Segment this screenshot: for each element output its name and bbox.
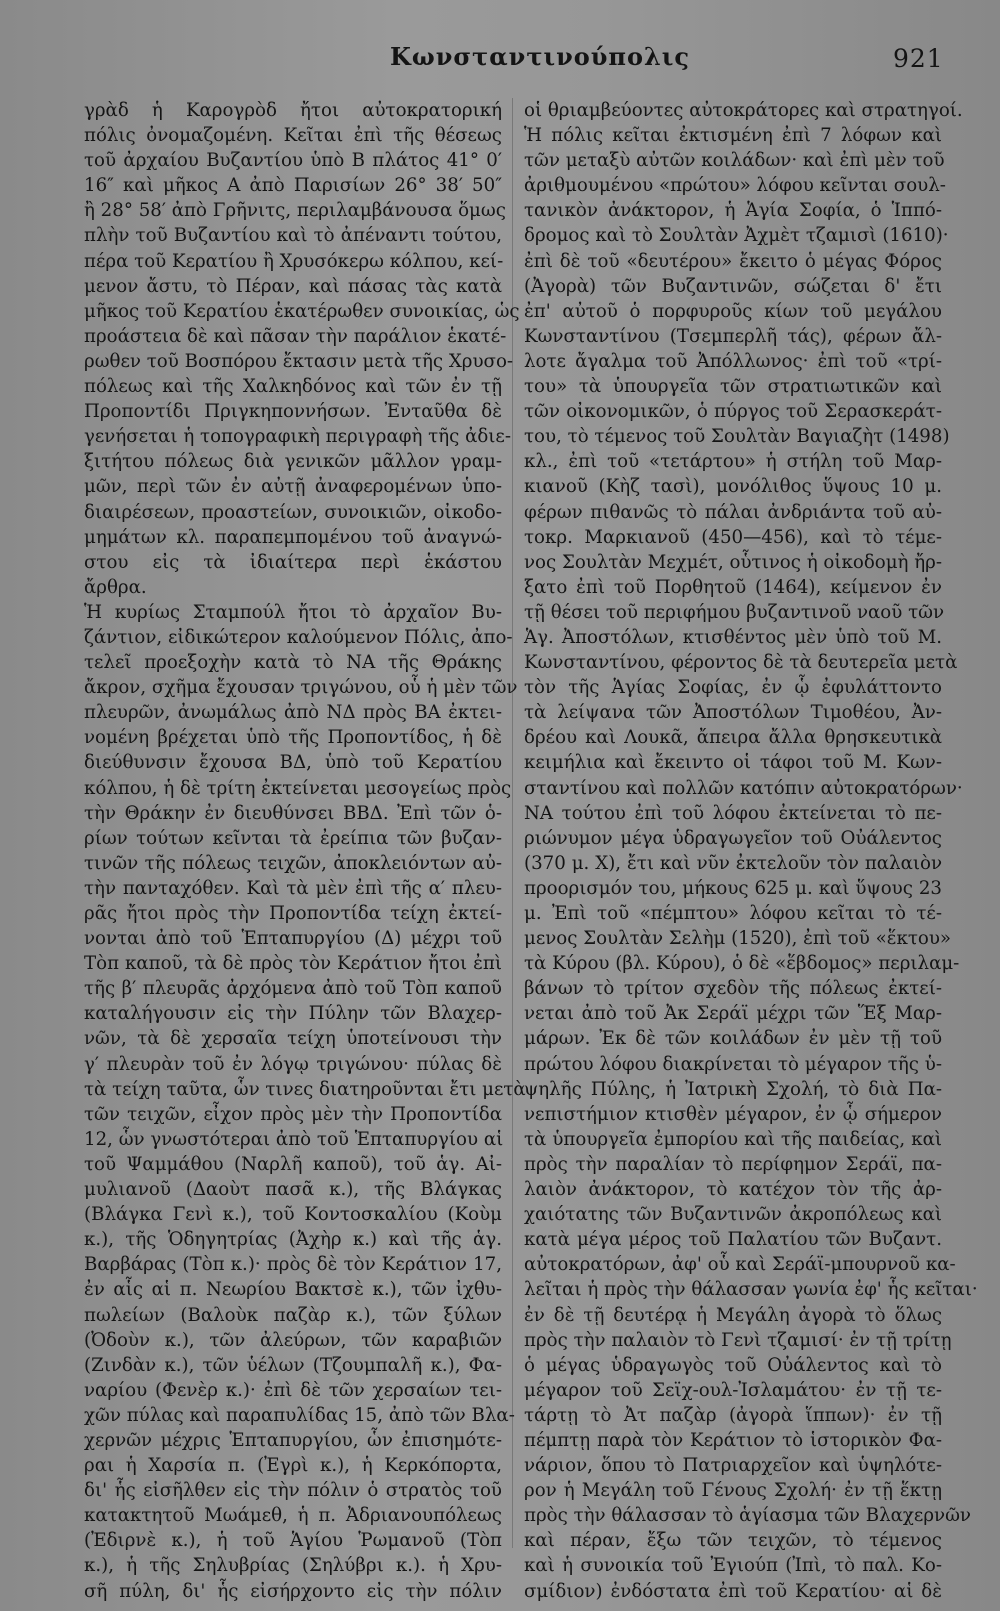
text-line: τὰ Κύρου (βλ. Κύρου), ὁ δὲ «ἕβδομος» περιλαμ- [524, 953, 960, 975]
text-line: ἐν αἷς αἱ π. Νεωρίου Βακτσὲ κ.), τῶν ἰχθυ- [84, 1279, 502, 1301]
text-line: ρίων τούτων κεῖνται τὰ ἐρείπια τῶν βυζαν- [84, 827, 502, 849]
text-line: κ.), ἡ τῆς Σηλυβρίας (Σηλύβρι κ.). ἡ Χρυ- [84, 1555, 502, 1577]
text-line: (Ἀγορὰ) τῶν Βυζαντινῶν, σώζεται δ' ἔτι [524, 275, 942, 297]
right-column [524, 98, 978, 1602]
text-line: νομένη βρέχεται ὑπὸ τῆς Προποντίδος, ἡ δὲ [84, 727, 502, 749]
text-line: φέρων πιθανῶς τὸ πάλαι ἀνδριάντα τοῦ αὐ- [524, 501, 942, 523]
text-line: κόλπου, ἡ δὲ τρίτη ἐκτείνεται μεσογείως πρὸς [84, 777, 512, 799]
text-line: τῶν μεταξὺ αὐτῶν κοιλάδων· καὶ ἐπὶ μὲν τοῦ [524, 150, 945, 172]
text-line: πλευρῶν, ἀνωμάλως ἀπὸ ΝΔ πρὸς ΒΑ ἐκτει- [84, 702, 502, 724]
text-line: ψηλῆς Πύλης, ἡ Ἰατρικὴ Σχολή, τὸ διὰ Πα- [524, 1078, 942, 1100]
text-line: μῆκος τοῦ Κερατίου ἑκατέρωθεν συνοικίας, ὡς [84, 300, 520, 322]
text-line: τῆς β′ πλευρᾶς ἀρχόμενα ἀπὸ τοῦ Τὸπ καποῦ [84, 978, 502, 1000]
text-line: πλὴν τοῦ Βυζαντίου καὶ τὸ ἀπέναντι τούτου, [84, 225, 502, 247]
text-line: Κωνσταντίνου, φέροντος δὲ τὰ δευτερεῖα μετὰ [524, 652, 958, 674]
text-line: κατακτητοῦ Μωάμεθ, ἡ π. Ἀδριανουπόλεως [84, 1505, 502, 1527]
text-line: τὰ λείψανα τῶν Ἀποστόλων Τιμοθέου, Ἀν- [524, 702, 942, 724]
text-line: πρώτου λόφου διακρίνεται τὸ μέγαρον τῆς ὑ- [524, 1053, 942, 1075]
text-line: κ.), τῆς Ὁδηγητρίας (Ἀχὴρ κ.) καὶ τῆς ἁγ. [84, 1229, 502, 1251]
text-line: τῶν τειχῶν, εἶχον πρὸς μὲν τὴν Προποντίδα [84, 1103, 502, 1125]
text-line: πέμπτῃ παρὰ τὸν Κεράτιον τὸ ἱστορικὸν Φα- [524, 1429, 942, 1451]
text-line: ἐπὶ δὲ τοῦ «δευτέρου» ἔκειτο ὁ μέγας Φόρος [524, 250, 942, 272]
text-line: καταλήγουσιν εἰς τὴν Πύλην τῶν Βλαχερ- [84, 1003, 502, 1025]
text-line: καὶ ἡ συνοικία τοῦ Ἐγιούπ (Ἰπὶ, τὸ παλ. Κο- [524, 1555, 942, 1577]
text-line: Κωνσταντίνου (Τσεμπερλῆ τάς), φέρων ἄλ- [524, 325, 942, 347]
text-line: (Βλάγκα Γενὶ κ.), τοῦ Κοντοσκαλίου (Κοὺμ [84, 1204, 502, 1226]
text-line: νονται ἀπὸ τοῦ Ἑπταπυργίου (Δ) μέχρι τοῦ [84, 928, 502, 950]
text-line: του» τὰ ὑπουργεῖα τῶν στρατιωτικῶν καὶ [524, 376, 942, 398]
text-line: γρὰδ ἡ Καρογρὸδ ἤτοι αὐτοκρατορική [84, 100, 502, 121]
text-line: κατὰ μέγα μέρος τοῦ Παλατίου τῶν Βυζαντ. [524, 1229, 942, 1251]
text-line: ξατο ἐπὶ τοῦ Πορθητοῦ (1464), κείμενον ἐν [524, 576, 942, 598]
text-line: οἱ θριαμβεύοντες αὐτοκράτορες καὶ στρατηγοί. [524, 100, 963, 121]
text-line: ρωθεν τοῦ Βοσπόρου ἔκτασιν μετὰ τῆς Χρυσο- [84, 350, 514, 372]
text-line: τελεῖ προεξοχὴν κατὰ τὸ ΝΑ τῆς Θράκης [84, 652, 502, 674]
text-line: δι' ἧς εἰσῆλθεν εἰς τὴν πόλιν ὁ στρατὸς τοῦ [84, 1480, 502, 1502]
text-line: ρᾶς ἤτοι πρὸς τὴν Προποντίδα τείχη ἐκτεί- [84, 903, 502, 924]
text-line: ὁ μέγας ὑδραγωγὸς τοῦ Οὐάλεντος καὶ τὸ [524, 1354, 942, 1376]
text-line: Ἁγ. Ἀποστόλων, κτισθέντος μὲν ὑπὸ τοῦ Μ. [524, 626, 942, 648]
text-line: νεται ἀπὸ τοῦ Ἀκ Σεράϊ μέχρι τῶν Ἕξ Μαρ- [524, 1003, 942, 1025]
text-line: γενήσεται ἡ τοπογραφικὴ περιγραφὴ τῆς ἀδιε- [84, 426, 511, 448]
page-header [0, 42, 1000, 82]
text-line: νάριον, ὅπου τὸ Πατριαρχεῖον καὶ ὑψηλότε- [524, 1455, 942, 1477]
text-line: τοῦ Ψαμμάθου (Ναρλῆ καποῦ), τοῦ ἁγ. Αἰ- [84, 1153, 502, 1175]
text-line: τανικὸν ἀνάκτορον, ἡ Ἁγία Σοφία, ὁ Ἱππό- [524, 200, 942, 222]
text-line: ραι ἡ Χαρσία π. (Ἐγρὶ κ.), ἡ Κερκόπορτα, [84, 1455, 502, 1477]
text-line: καὶ πέραν, ἔξω τῶν τειχῶν, τὸ τέμενος [524, 1530, 942, 1552]
text-line: ἐν δὲ τῇ δευτέρᾳ ἡ Μεγάλη ἀγορὰ τὸ ὅλως [524, 1304, 942, 1326]
left-column [84, 98, 526, 1602]
text-line: γ′ πλευρὰν τοῦ ἐν λόγῳ τριγώνου· πύλας δὲ [84, 1053, 502, 1075]
page-number: 921 [893, 44, 944, 73]
text-line: πρὸς τὴν θάλασσαν τὸ ἁγίασμα τῶν Βλαχερνῶν [524, 1505, 971, 1527]
text-line: Βαρβάρας (Τὸπ κ.)· πρὸς δὲ τὸν Κεράτιον 17, [84, 1254, 502, 1276]
text-line: (Ἐδιρνὲ κ.), ἡ τοῦ Ἁγίου Ῥωμανοῦ (Τὸπ [84, 1530, 502, 1552]
text-line: κειμήλια καὶ ἔκειντο οἱ τάφοι τοῦ Μ. Κων- [524, 752, 942, 774]
text-line: μυλιανοῦ (Δαοὺτ πασᾶ κ.), τῆς Βλάγκας [84, 1179, 502, 1201]
text-line: τοῦ ἀρχαίου Βυζαντίου ὑπὸ Β πλάτος 41° 0′ [84, 150, 502, 172]
text-line: (Ὀδοὺν κ.), τῶν ἀλεύρων, τῶν καραβιῶν [84, 1329, 502, 1351]
text-line: πρὸς τὴν παλαιὸν τὸ Γενὶ τζαμισί· ἐν τῇ τρίτῃ [524, 1329, 952, 1351]
text-line: λαιὸν ἀνάκτορον, τὸ κατέχον τὸν τῆς ἀρ- [524, 1179, 942, 1201]
text-line: (370 μ. Χ), ἔτι καὶ νῦν ἐκτελοῦν τὸν παλαιὸν [524, 852, 942, 874]
text-line: ἢ 28° 58′ ἀπὸ Γρῆνιτς, περιλαμβάνουσα ὅμως [84, 200, 506, 222]
text-line: αὐτοκρατόρων, ἀφ' οὗ καὶ Σεράϊ-μπουρνοῦ κα- [524, 1254, 956, 1276]
text-line: μάρων. Ἐκ δὲ τῶν κοιλάδων ἐν μὲν τῇ τοῦ [524, 1028, 942, 1050]
text-line: τινῶν τῆς πόλεως τειχῶν, ἀποκλειόντων αὐ- [84, 852, 502, 874]
text-line: μῶν, περὶ τῶν ἐν αὐτῇ ἀναφερομένων ὑπο- [84, 476, 502, 498]
text-line: χαιότατης τῶν Βυζαντινῶν ἀκροπόλεως καὶ [524, 1204, 942, 1226]
text-line: ΝΑ τούτου ἐπὶ τοῦ λόφου ἐκτείνεται τὸ πε- [524, 802, 942, 824]
text-line: ἄρθρα. [84, 576, 147, 598]
text-line: ἄκρον, σχῆμα ἔχουσαν τριγώνου, οὗ ἡ μὲν τῶν [84, 677, 518, 699]
text-line: του, τὸ τέμενος τοῦ Σουλτὰν Βαγιαζὴτ (1498) [524, 426, 950, 448]
text-line: λεῖται ἡ πρὸς τὴν θάλασσαν γωνία ἐφ' ἧς κεῖται· [524, 1279, 978, 1301]
text-line: νος Σουλτὰν Μεχμέτ, οὗτινος ἡ οἰκοδομὴ ἤρ- [524, 551, 942, 573]
text-line: δρομος καὶ τὸ Σουλτὰν Ἀχμὲτ τζαμισὶ (1610)· [524, 225, 949, 247]
text-line: πέρα τοῦ Κερατίου ἢ Χρυσόκερω κόλπου, κεί- [84, 250, 504, 272]
text-line: δρέου καὶ Λουκᾶ, ἄπειρα ἄλλα θρησκευτικὰ [524, 727, 942, 749]
text-line: κιανοῦ (Κὴζ τασὶ), μονόλιθος ὕψους 10 μ. [524, 476, 942, 498]
text-line: τὴν Θράκην ἐν διευθύνσει ΒΒΔ. Ἐπὶ τῶν ὁ- [84, 802, 502, 824]
text-line: τῇ θέσει τοῦ περιφήμου βυζαντινοῦ ναοῦ τῶν [524, 601, 945, 623]
running-title: Κωνσταντινούπολις [390, 42, 691, 71]
text-line: 12, ὧν γνωστότεραι ἀπὸ τοῦ Ἑπταπυργίου αἱ [84, 1128, 504, 1150]
text-line: νῶν, τὰ δὲ χερσαῖα τείχη ὑποτείνουσι τὴν [84, 1028, 502, 1050]
text-line: πρὸς τὴν παραλίαν τὸ περίφημον Σεράϊ, πα- [524, 1153, 942, 1175]
text-line: ἀριθμουμένου «πρώτου» λόφου κεῖνται σουλ- [524, 175, 946, 197]
text-line: Προποντίδι Πριγκηποννήσων. Ἐνταῦθα δὲ [84, 401, 502, 423]
text-line: πωλείων (Βαλοὺκ παζὰρ κ.), τῶν ξύλων [84, 1304, 502, 1326]
text-line: μενον ἄστυ, τὸ Πέραν, καὶ πάσας τὰς κατὰ [84, 275, 502, 297]
text-line: λοτε ἄγαλμα τοῦ Ἀπόλλωνος· ἐπὶ τοῦ «τρί- [524, 350, 942, 372]
text-line: προάστεια δὲ καὶ πᾶσαν τὴν παράλιον ἑκατέ- [84, 325, 507, 347]
text-line: τὴν πανταχόθεν. Καὶ τὰ μὲν ἐπὶ τῆς α′ πλευ- [84, 877, 502, 899]
text-line: ριώνυμον μέγα ὑδραγωγεῖον τοῦ Οὐάλεντος [524, 827, 942, 849]
text-line: πόλις ὀνομαζομένη. Κεῖται ἐπὶ τῆς θέσεως [84, 125, 502, 147]
text-line: σῆ πύλη, δι' ἧς εἰσήρχοντο εἰς τὴν πόλιν [84, 1580, 502, 1602]
text-line: τὰ ὑπουργεῖα ἐμπορίου καὶ τῆς παιδείας, καὶ [524, 1128, 942, 1150]
column-divider [512, 98, 513, 1548]
text-line: ζάντιον, εἰδικώτερον καλούμενον Πόλις, ἀπο- [84, 626, 513, 648]
text-line: χερνῶν μέχρις Ἑπταπυργίου, ὧν ἐπισημότε- [84, 1429, 502, 1451]
text-line: ρον ἡ Μεγάλη τοῦ Γένους Σχολή· ἐν τῇ ἕκτῃ [524, 1480, 942, 1502]
text-line: βάνων τὸ τρίτον σχεδὸν τῆς πόλεως ἐκτεί- [524, 978, 942, 1000]
text-line: χῶν πύλας καὶ παραπυλίδας 15, ἀπὸ τῶν Βλα- [84, 1404, 515, 1426]
text-line: διαιρέσεων, προαστείων, συνοικιῶν, οἰκοδο- [84, 501, 502, 523]
text-line: τὸν τῆς Ἁγίας Σοφίας, ἐν ᾧ ἐφυλάττοντο [524, 677, 942, 699]
text-line: τάρτῃ τὸ Ἀτ παζὰρ (ἀγορὰ ἵππων)· ἐν τῇ [524, 1404, 942, 1426]
text-line: προορισμόν του, μήκους 625 μ. καὶ ὕψους 23 [524, 877, 942, 899]
text-line: διεύθυνσιν ἔχουσα ΒΔ, ὑπὸ τοῦ Κερατίου [84, 752, 502, 774]
text-line: μενος Σουλτὰν Σελὴμ (1520), ἐπὶ τοῦ «ἕκτου» [524, 928, 952, 950]
text-line: τὰ τείχη ταῦτα, ὧν τινες διατηροῦνται ἔτι μετὰ [84, 1078, 526, 1100]
text-line: τοκρ. Μαρκιανοῦ (450—456), καὶ τὸ τέμε- [524, 526, 942, 548]
text-line: (Ζινδὰν κ.), τῶν ὑέλων (Τζουμπαλῆ κ.), Φα- [84, 1354, 502, 1376]
text-line: τῶν οἰκονομικῶν, ὁ πύργος τοῦ Σερασκεράτ- [524, 401, 942, 423]
text-line: μ. Ἐπὶ τοῦ «πέμπτου» λόφου κεῖται τὸ τέ- [524, 903, 942, 924]
text-line: μημάτων κλ. παραπεμπομένου τοῦ ἀναγνώ- [84, 526, 502, 548]
text-line: πόλεως καὶ τῆς Χαλκηδόνος καὶ τῶν ἐν τῇ [84, 376, 502, 398]
text-line: ἐπ' αὐτοῦ ὁ πορφυροῦς κίων τοῦ μεγάλου [524, 300, 942, 322]
text-line: Ἡ πόλις κεῖται ἐκτισμένη ἐπὶ 7 λόφων καὶ [524, 125, 942, 147]
text-line: 16″ καὶ μῆκος Α ἀπὸ Παρισίων 26° 38′ 50″ [84, 175, 502, 197]
text-line: ναρίου (Φενὲρ κ.)· ἐπὶ δὲ τῶν χερσαίων τει- [84, 1379, 502, 1401]
text-line: κλ., ἐπὶ τοῦ «τετάρτου» ἡ στήλη τοῦ Μαρ- [524, 451, 942, 473]
text-line: ξιτήτου πόλεως διὰ γενικῶν μᾶλλον γραμ- [84, 451, 502, 473]
text-line: μέγαρον τοῦ Σεϊχ-ουλ-Ἰσλαμάτου· ἐν τῇ τε- [524, 1379, 942, 1401]
text-line: σμίδιον) ἐνδόστατα ἐπὶ τοῦ Κερατίου· αἱ δὲ [524, 1580, 942, 1602]
text-line: νεπιστήμιον κτισθὲν μέγαρον, ἐν ᾧ σήμερον [524, 1103, 942, 1125]
text-line: στου εἰς τὰ ἰδιαίτερα περὶ ἑκάστου [84, 551, 502, 573]
text-line: Ἡ κυρίως Σταμπούλ ἤτοι τὸ ἀρχαῖον Βυ- [84, 601, 502, 623]
text-line: Τὸπ καποῦ, τὰ δὲ πρὸς τὸν Κεράτιον ἤτοι ἐπὶ [84, 953, 502, 975]
text-line: σταντίνου καὶ πολλῶν κατόπιν αὐτοκρατόρων· [524, 777, 963, 799]
